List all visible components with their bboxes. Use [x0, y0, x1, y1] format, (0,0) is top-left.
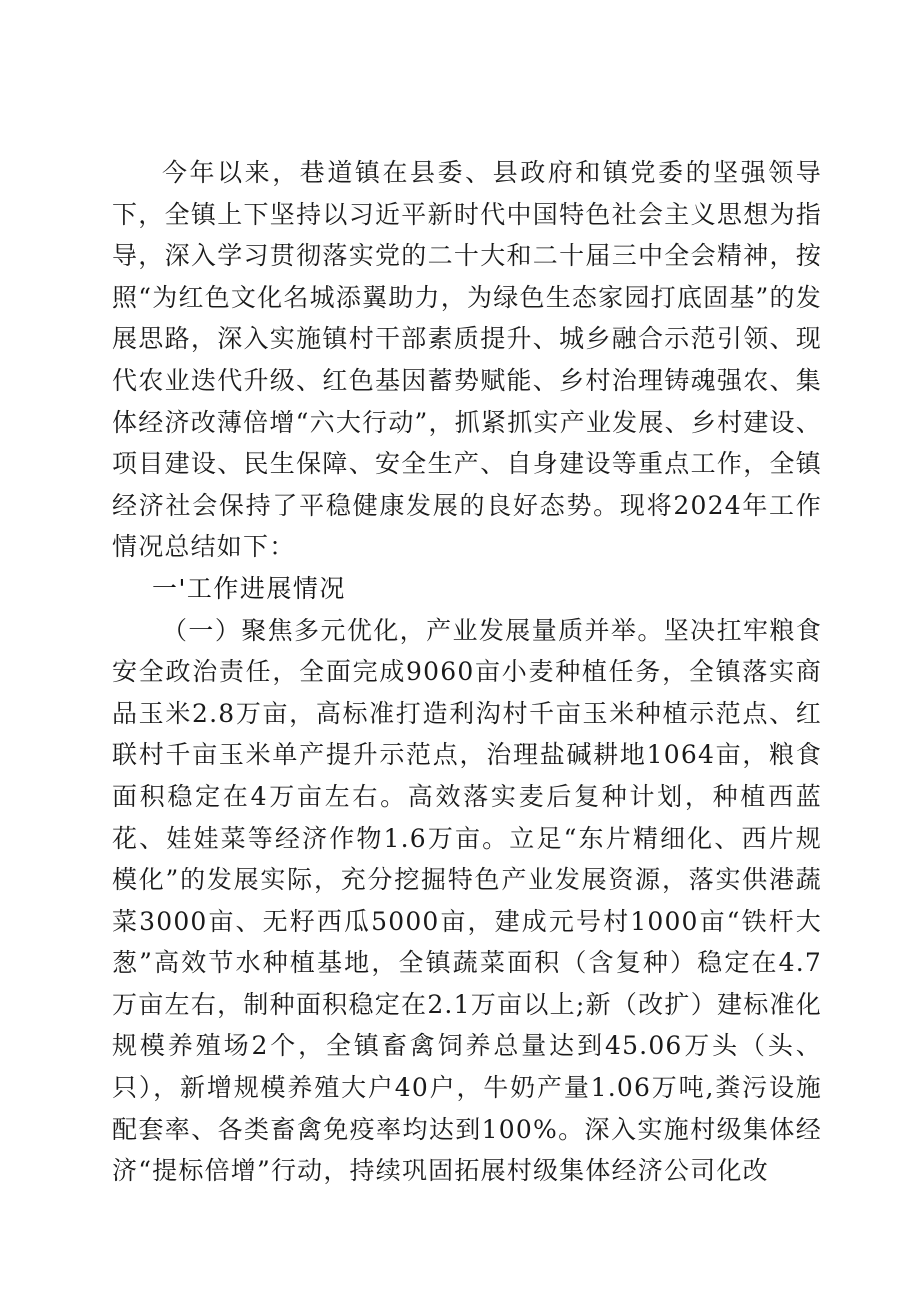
subsection-paragraph: （一）聚焦多元优化，产业发展量质并举。坚决扛牢粮食安全政治责任，全面完成9060亩小麦种植任务，全镇落实商品玉米2.8万亩，高标准打造利沟村千亩玉米种植示范点、红联村千亩玉米单产提升示范点，治理盐碱耕地1064亩，粮食面积稳定在4万亩左右。高效落实麦后复种计划，种植西蓝花、娃娃菜等经济作物1.6万亩。立足“东片精细化、西片规模化”的发展实际，充分挖掘特色产业发展资源，落实供港蔬菜3000亩、无籽西瓜5000亩，建成元号村1000亩“铁杆大葱”高效节水种植基地，全镇蔬菜面积（含复种）稳定在4.7万亩左右，制种面积稳定在2.1万亩以上;新（改扩）建标准化规模养殖场2个，全镇畜禽饲养总量达到45.06万头（头、只），新增规模养殖大户40户，牛奶产量1.06万吨,粪污设施配套率、各类畜禽免疫率均达到100%。深入实施村级集体经济“提标倍增”行动，持续巩固拓展村级集体经济公司化改 [112, 615, 822, 1186]
section-heading: 一'工作进展情况 [152, 573, 346, 603]
document-body [112, 152, 822, 1192]
intro-paragraph: 今年以来，巷道镇在县委、县政府和镇党委的坚强领导下，全镇上下坚持以习近平新时代中国特色社会主义思想为指导，深入学习贯彻落实党的二十大和二十届三中全会精神，按照“为红色文化名城添翼助力，为绿色生态家园打底固基”的发展思路，深入实施镇村干部素质提升、城乡融合示范引领、现代农业迭代升级、红色基因蓄势赋能、乡村治理铸魂强农、集体经济改薄倍增“六大行动”，抓紧抓实产业发展、乡村建设、项目建设、民生保障、安全生产、自身建设等重点工作，全镇经济社会保持了平稳健康发展的良好态势。现将2024年工作情况总结如下： [112, 158, 822, 562]
